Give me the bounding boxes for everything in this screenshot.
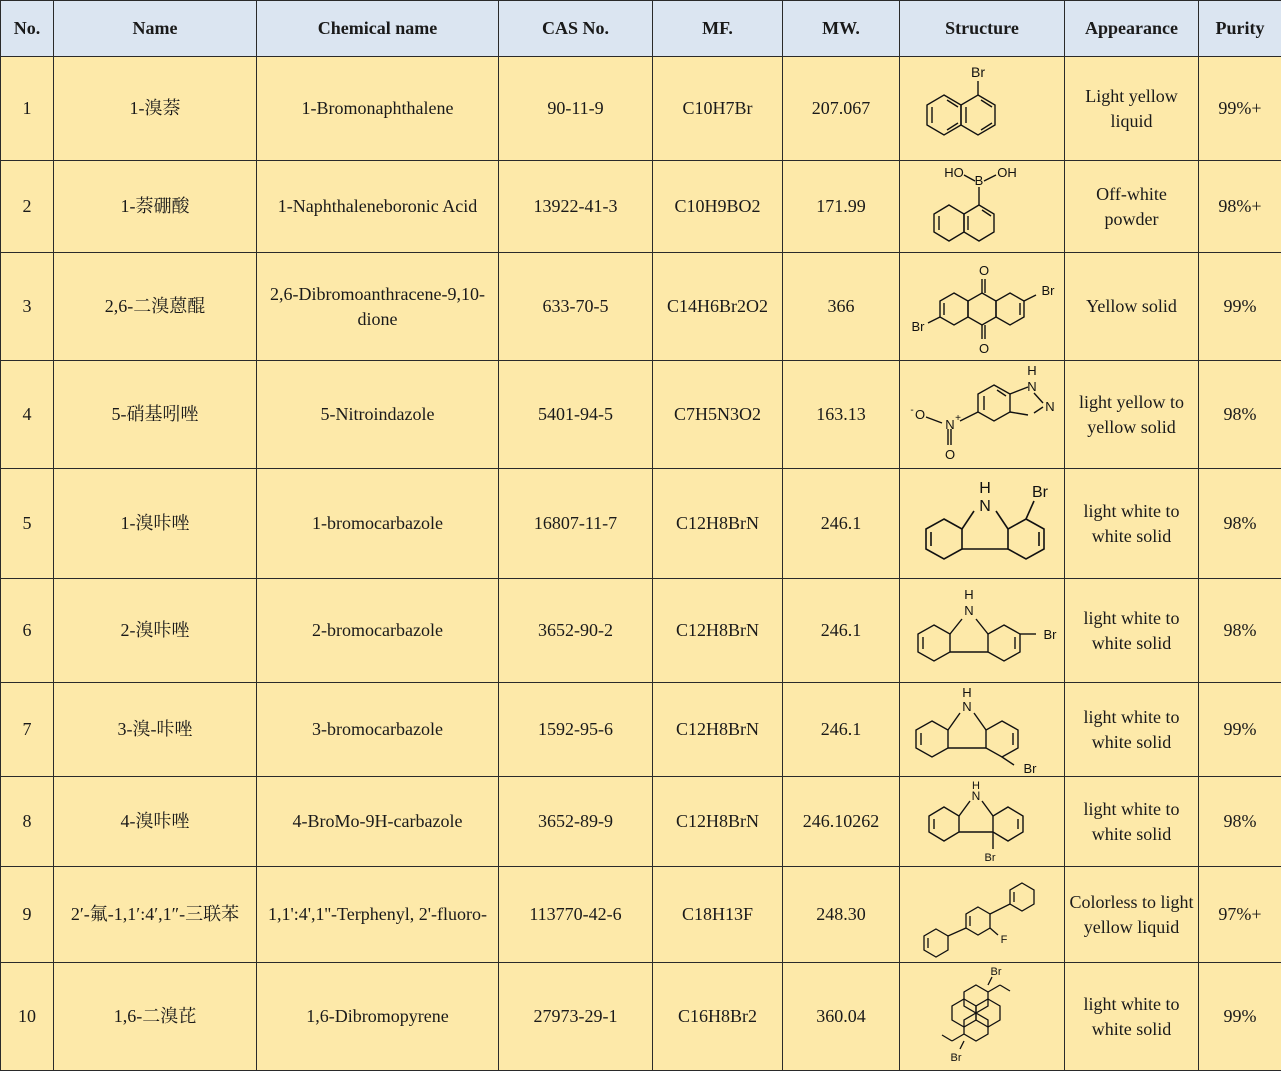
cell-appearance: light white to white solid: [1065, 777, 1199, 867]
1-bromonaphthalene-structure-icon: [904, 59, 1064, 159]
cell-appearance: light white to white solid: [1065, 579, 1199, 683]
svg-text:N: N: [979, 497, 991, 515]
cell-cas: 3652-89-9: [499, 777, 653, 867]
cell-mw: 246.1: [783, 469, 900, 579]
cell-chemical-name: 3-bromocarbazole: [257, 683, 499, 777]
cell-appearance: Colorless to light yellow liquid: [1065, 867, 1199, 963]
table-row: [1, 963, 1281, 1071]
table-row: [1, 469, 1281, 579]
cell-mf: C7H5N3O2: [653, 361, 783, 469]
cell-appearance: light white to white solid: [1065, 469, 1199, 579]
svg-text:N: N: [945, 416, 955, 432]
cell-cas: 16807-11-7: [499, 469, 653, 579]
cell-purity: 98%: [1199, 361, 1281, 469]
cell-cas: 633-70-5: [499, 253, 653, 361]
svg-text:Br: Br: [971, 63, 985, 80]
cell-chemical-name: 1-Naphthaleneboronic Acid: [257, 161, 499, 253]
cell-structure: [900, 469, 1065, 579]
cell-no: 4: [1, 361, 54, 469]
cell-structure: [900, 963, 1065, 1071]
cell-mf: C14H6Br2O2: [653, 253, 783, 361]
cell-chemical-name: 2,6-Dibromoanthracene-9,10-dione: [257, 253, 499, 361]
svg-text:+: +: [955, 412, 961, 424]
table-row: [1, 361, 1281, 469]
cell-appearance: light white to white solid: [1065, 963, 1199, 1071]
svg-text:Br: Br: [1032, 483, 1048, 501]
cell-mw: 366: [783, 253, 900, 361]
svg-text:-: -: [910, 404, 914, 416]
fluoroterphenyl-structure-icon: [904, 869, 1064, 961]
cell-name: 5-硝基吲唑: [54, 361, 257, 469]
svg-text:N: N: [964, 602, 974, 618]
svg-text:O: O: [978, 340, 990, 356]
svg-text:O: O: [944, 446, 956, 462]
cell-cas: 1592-95-6: [499, 683, 653, 777]
column-header-chemical-name: Chemical name: [257, 1, 499, 57]
svg-text:N: N: [1027, 378, 1037, 394]
svg-text:O: O: [914, 406, 926, 422]
svg-text:Br: Br: [950, 1051, 962, 1064]
cell-chemical-name: 1,6-Dibromopyrene: [257, 963, 499, 1071]
cell-appearance: Light yellow liquid: [1065, 57, 1199, 161]
dibromoanthraquinone-structure-icon: [904, 255, 1065, 359]
cell-name: 1-溴咔唑: [54, 469, 257, 579]
cell-structure: [900, 867, 1065, 963]
cell-no: 3: [1, 253, 54, 361]
cell-mw: 246.1: [783, 683, 900, 777]
cell-mf: C10H7Br: [653, 57, 783, 161]
svg-text:H: H: [1027, 362, 1037, 378]
column-header-purity: Purity: [1199, 1, 1281, 57]
svg-text:Br: Br: [911, 318, 925, 334]
svg-text:N: N: [1045, 398, 1055, 414]
svg-text:F: F: [1000, 933, 1008, 946]
cell-cas: 3652-90-2: [499, 579, 653, 683]
cell-purity: 98%: [1199, 777, 1281, 867]
cell-no: 9: [1, 867, 54, 963]
1-bromocarbazole-structure-icon: [904, 471, 1065, 577]
cell-purity: 98%: [1199, 579, 1281, 683]
column-header-mf: MF.: [653, 1, 783, 57]
cell-name: 3-溴-咔唑: [54, 683, 257, 777]
cell-name: 2-溴咔唑: [54, 579, 257, 683]
svg-text:N: N: [962, 698, 972, 714]
cell-mw: 207.067: [783, 57, 900, 161]
svg-text:O: O: [978, 262, 990, 278]
svg-text:Br: Br: [1041, 282, 1055, 298]
cell-mw: 246.10262: [783, 777, 900, 867]
cell-mw: 248.30: [783, 867, 900, 963]
cell-structure: [900, 361, 1065, 469]
cell-no: 6: [1, 579, 54, 683]
cell-purity: 99%+: [1199, 57, 1281, 161]
cell-name: 2′-氟-1,1′:4′,1″-三联苯: [54, 867, 257, 963]
column-header-cas: CAS No.: [499, 1, 653, 57]
svg-text:OH: OH: [997, 164, 1017, 180]
header-row: [1, 1, 1281, 57]
cell-mf: C12H8BrN: [653, 777, 783, 867]
table-row: [1, 777, 1281, 867]
svg-text:H: H: [972, 779, 980, 792]
cell-purity: 99%: [1199, 253, 1281, 361]
column-header-appearance: Appearance: [1065, 1, 1199, 57]
svg-text:H: H: [979, 479, 991, 497]
cell-cas: 27973-29-1: [499, 963, 653, 1071]
cell-name: 1,6-二溴芘: [54, 963, 257, 1071]
column-header-mw: MW.: [783, 1, 900, 57]
cell-structure: [900, 579, 1065, 683]
cell-structure: [900, 683, 1065, 777]
svg-text:Br: Br: [990, 965, 1002, 978]
cell-mw: 360.04: [783, 963, 900, 1071]
cell-appearance: light white to white solid: [1065, 683, 1199, 777]
svg-text:H: H: [962, 684, 972, 700]
cell-purity: 99%: [1199, 963, 1281, 1071]
column-header-name: Name: [54, 1, 257, 57]
cell-purity: 99%: [1199, 683, 1281, 777]
cell-cas: 13922-41-3: [499, 161, 653, 253]
cell-structure: [900, 253, 1065, 361]
svg-text:B: B: [974, 172, 984, 188]
3-bromocarbazole-structure-icon: [904, 685, 1064, 775]
table-row: [1, 579, 1281, 683]
cell-mw: 163.13: [783, 361, 900, 469]
svg-text:Br: Br: [984, 851, 996, 864]
cell-purity: 98%: [1199, 469, 1281, 579]
cell-appearance: Yellow solid: [1065, 253, 1199, 361]
cell-chemical-name: 1-Bromonaphthalene: [257, 57, 499, 161]
cell-cas: 5401-94-5: [499, 361, 653, 469]
cell-mw: 246.1: [783, 579, 900, 683]
cell-chemical-name: 1,1':4',1''-Terphenyl, 2'-fluoro-: [257, 867, 499, 963]
table-row: [1, 57, 1281, 161]
svg-text:H: H: [964, 586, 974, 602]
cell-name: 4-溴咔唑: [54, 777, 257, 867]
cell-structure: [900, 57, 1065, 161]
svg-text:HO: HO: [944, 164, 964, 180]
cell-no: 1: [1, 57, 54, 161]
cell-no: 2: [1, 161, 54, 253]
cell-chemical-name: 4-BroMo-9H-carbazole: [257, 777, 499, 867]
dibromopyrene-structure-icon: [904, 965, 1064, 1069]
4-bromocarbazole-structure-icon: [904, 779, 1064, 865]
cell-mf: C18H13F: [653, 867, 783, 963]
cell-no: 10: [1, 963, 54, 1071]
column-header-no: No.: [1, 1, 54, 57]
cell-appearance: Off-white powder: [1065, 161, 1199, 253]
cell-appearance: light yellow to yellow solid: [1065, 361, 1199, 469]
cell-no: 5: [1, 469, 54, 579]
cell-mf: C12H8BrN: [653, 683, 783, 777]
svg-text:N: N: [971, 788, 981, 803]
cell-mf: C12H8BrN: [653, 469, 783, 579]
cell-cas: 113770-42-6: [499, 867, 653, 963]
cell-cas: 90-11-9: [499, 57, 653, 161]
cell-no: 7: [1, 683, 54, 777]
cell-mw: 171.99: [783, 161, 900, 253]
cell-chemical-name: 5-Nitroindazole: [257, 361, 499, 469]
cell-no: 8: [1, 777, 54, 867]
cell-name: 1-溴萘: [54, 57, 257, 161]
table-row: [1, 683, 1281, 777]
table-row: [1, 867, 1281, 963]
table-row: [1, 253, 1281, 361]
nitroindazole-structure-icon: [904, 363, 1065, 467]
cell-chemical-name: 2-bromocarbazole: [257, 579, 499, 683]
cell-purity: 98%+: [1199, 161, 1281, 253]
cell-mf: C10H9BO2: [653, 161, 783, 253]
naphthaleneboronic-acid-structure-icon: [904, 163, 1064, 251]
cell-structure: [900, 777, 1065, 867]
cell-mf: C12H8BrN: [653, 579, 783, 683]
cell-chemical-name: 1-bromocarbazole: [257, 469, 499, 579]
column-header-structure: Structure: [900, 1, 1065, 57]
cell-mf: C16H8Br2: [653, 963, 783, 1071]
cell-structure: [900, 161, 1065, 253]
cell-name: 2,6-二溴蒽醌: [54, 253, 257, 361]
svg-text:Br: Br: [1023, 760, 1037, 775]
cell-name: 1-萘硼酸: [54, 161, 257, 253]
svg-text:Br: Br: [1043, 626, 1057, 642]
cell-purity: 97%+: [1199, 867, 1281, 963]
2-bromocarbazole-structure-icon: [904, 581, 1064, 681]
table-row: [1, 161, 1281, 253]
